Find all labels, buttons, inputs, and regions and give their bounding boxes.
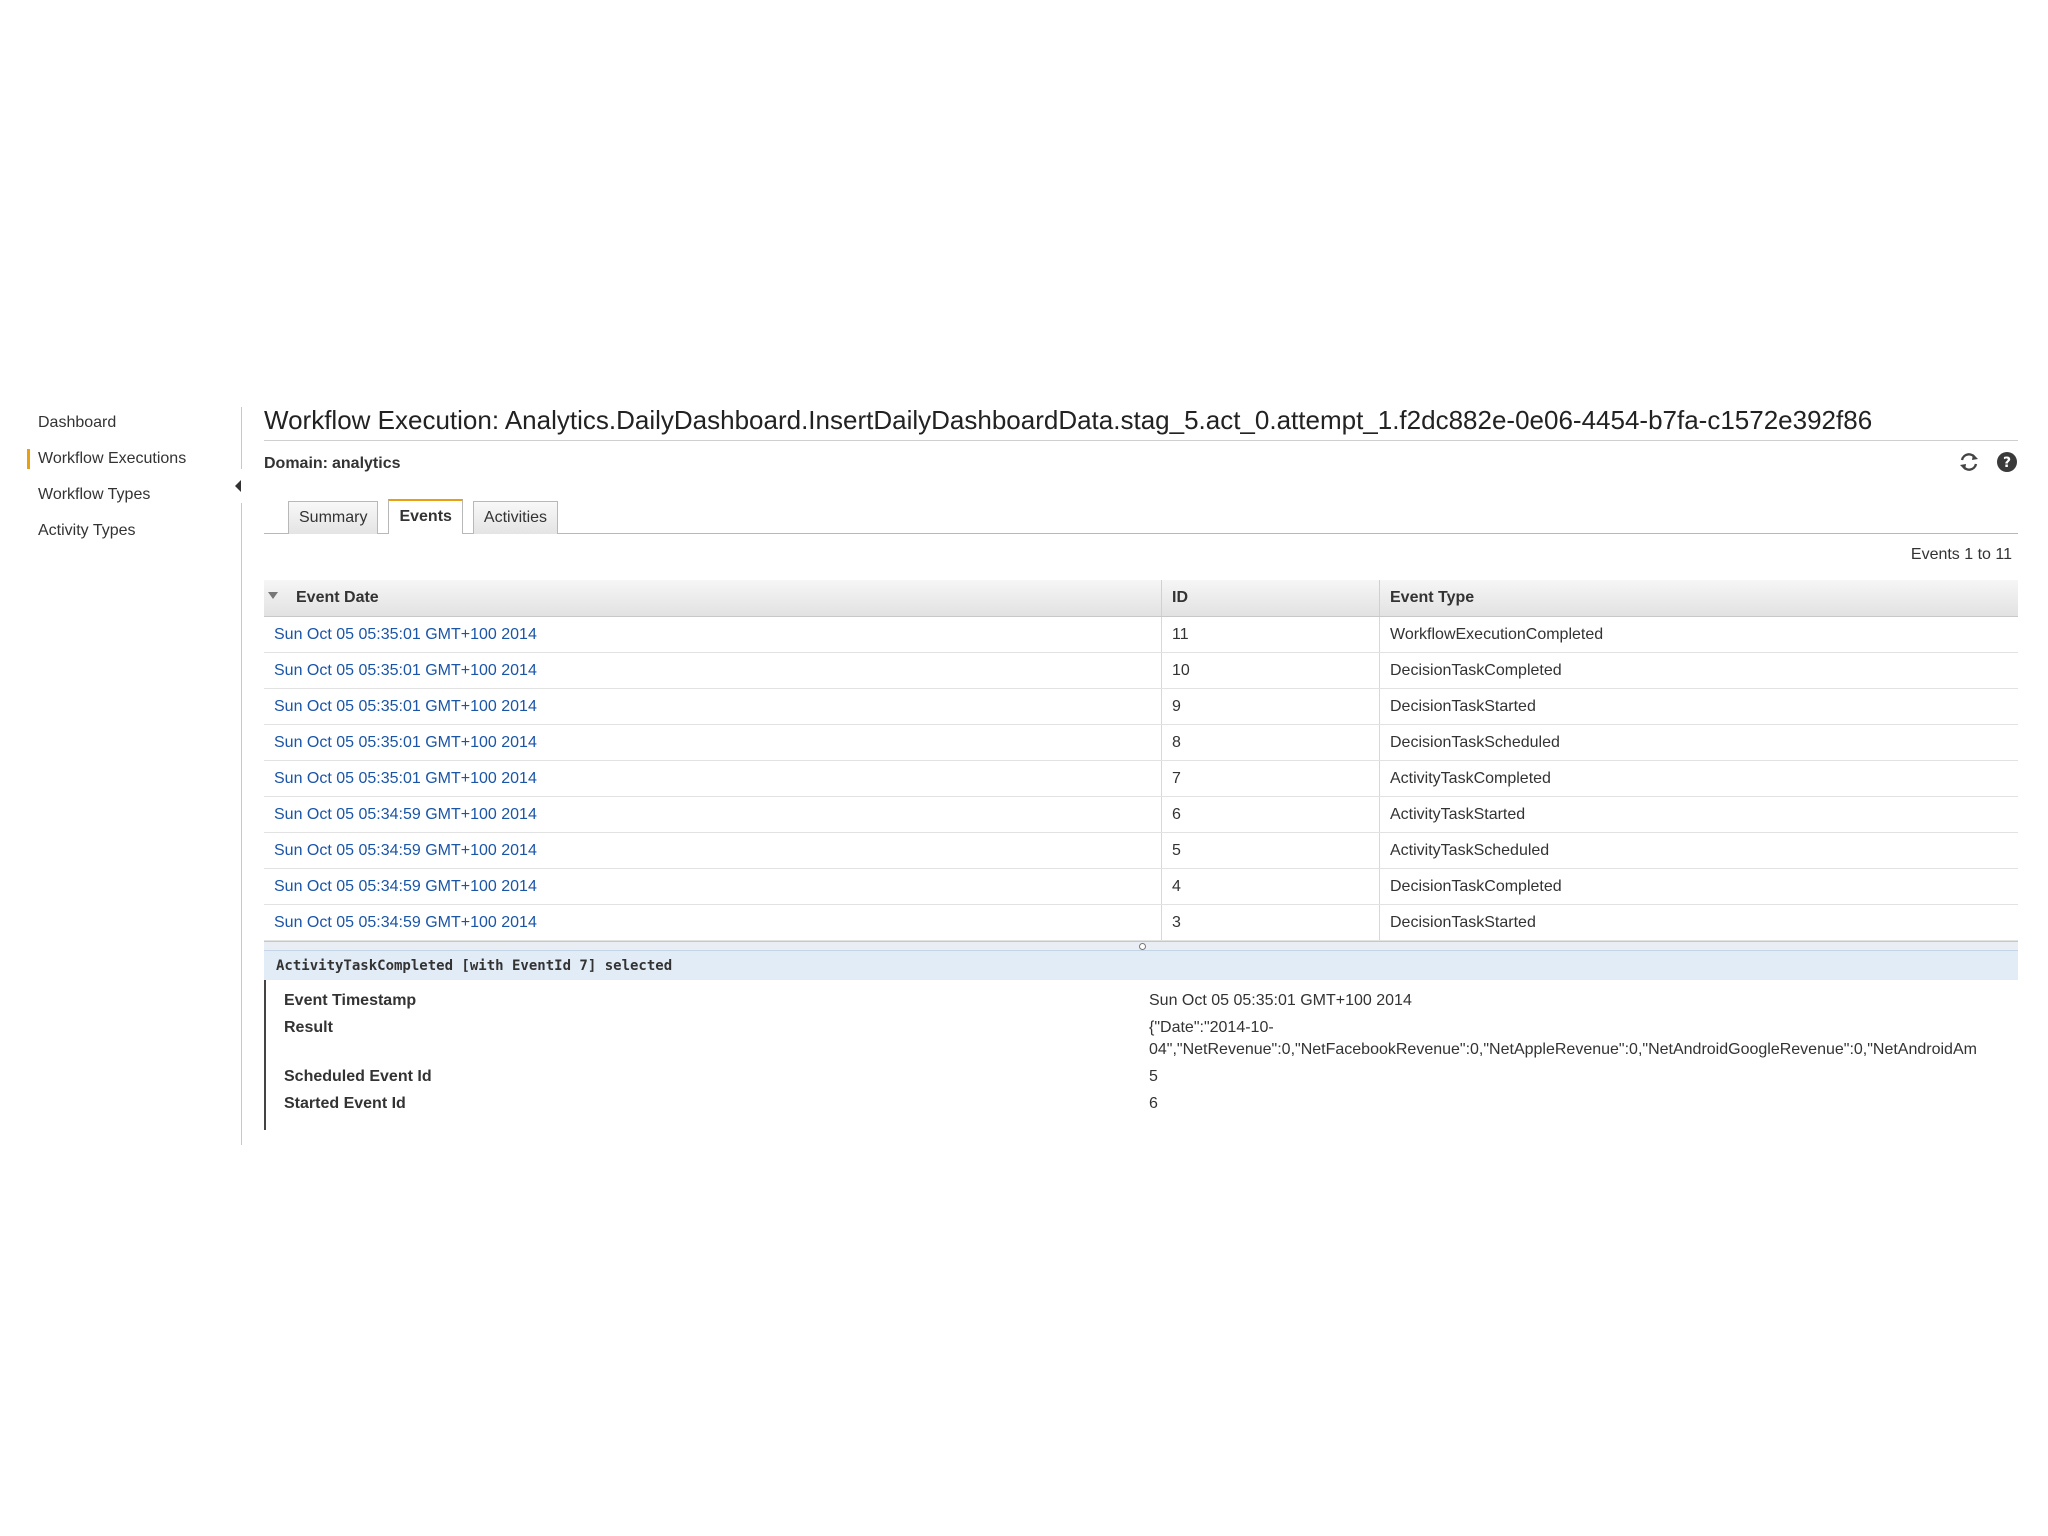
page-title: Workflow Execution: Analytics.DailyDashboard.InsertDailyDashboardData.stag_5.act_0.attempt_1.f2dc882e-0e06-4454-b7fa-c1572e392f86 (264, 400, 2018, 441)
tab-bar (264, 495, 2018, 534)
detail-panel (264, 980, 2018, 1130)
domain-value: analytics (332, 455, 401, 472)
column-header-label: Event Date (296, 589, 379, 606)
tab-summary[interactable]: Summary (288, 501, 378, 534)
event-type: ActivityTaskStarted (1380, 797, 2019, 833)
column-header-label: Event Type (1390, 589, 1475, 606)
events-table (264, 580, 2018, 941)
detail-value: 5 (1149, 1068, 1158, 1085)
column-header-event-date[interactable] (264, 580, 1162, 617)
domain-label: Domain: (264, 455, 328, 472)
detail-value: Sun Oct 05 05:35:01 GMT+100 2014 (1149, 992, 1412, 1009)
result-line: 04","NetRevenue":0,"NetFacebookRevenue":0,"NetAppleRevenue":0,"NetAndroidGoogleRevenue":0,"NetAndroidAm (1149, 1041, 1977, 1058)
sort-descending-icon (268, 592, 278, 599)
event-date-link[interactable]: Sun Oct 05 05:35:01 GMT+100 2014 (274, 661, 537, 679)
event-id: 3 (1162, 905, 1380, 941)
drag-handle-icon[interactable] (1139, 943, 1146, 950)
event-date-link[interactable]: Sun Oct 05 05:34:59 GMT+100 2014 (274, 841, 537, 859)
column-header-label: ID (1172, 589, 1188, 606)
event-id: 9 (1162, 689, 1380, 725)
event-type: DecisionTaskStarted (1380, 689, 2019, 725)
sidebar-item-activity-types[interactable] (27, 513, 242, 549)
detail-value-result (1149, 1017, 2018, 1061)
event-id: 7 (1162, 761, 1380, 797)
event-type: ActivityTaskScheduled (1380, 833, 2019, 869)
svg-text:?: ? (2002, 455, 2012, 471)
main-content (264, 400, 2018, 1130)
detail-label: Event Timestamp (284, 992, 417, 1009)
event-type: DecisionTaskCompleted (1380, 653, 2019, 689)
event-id: 8 (1162, 725, 1380, 761)
event-id: 4 (1162, 869, 1380, 905)
event-type: DecisionTaskStarted (1380, 905, 2019, 941)
collapse-sidebar-button[interactable] (232, 469, 244, 503)
sidebar-item-dashboard[interactable] (27, 405, 242, 441)
sidebar-item-label: Dashboard (38, 414, 117, 431)
table-row[interactable] (264, 653, 2018, 689)
refresh-icon[interactable] (1958, 451, 1980, 473)
sidebar-item-label: Workflow Executions (38, 450, 187, 467)
sidebar (27, 405, 242, 549)
event-id: 11 (1162, 617, 1380, 653)
column-header-id[interactable] (1162, 580, 1380, 617)
result-line: {"Date":"2014-10- (1149, 1019, 1274, 1036)
sidebar-item-workflow-executions[interactable] (27, 441, 242, 477)
event-id: 10 (1162, 653, 1380, 689)
detail-label: Started Event Id (284, 1095, 406, 1112)
event-date-link[interactable]: Sun Oct 05 05:34:59 GMT+100 2014 (274, 805, 537, 823)
event-type: WorkflowExecutionCompleted (1380, 617, 2019, 653)
table-row[interactable] (264, 689, 2018, 725)
detail-panel-header: ActivityTaskCompleted [with EventId 7] selected (264, 950, 2018, 980)
event-date-link[interactable]: Sun Oct 05 05:35:01 GMT+100 2014 (274, 733, 537, 751)
sidebar-item-label: Activity Types (38, 522, 136, 539)
event-date-link[interactable]: Sun Oct 05 05:34:59 GMT+100 2014 (274, 913, 537, 931)
table-header-row (264, 580, 2018, 617)
sidebar-divider (241, 407, 242, 1145)
detail-value: 6 (1149, 1095, 1158, 1112)
table-row[interactable] (264, 869, 2018, 905)
column-header-event-type[interactable] (1380, 580, 2019, 617)
table-row[interactable] (264, 797, 2018, 833)
event-date-link[interactable]: Sun Oct 05 05:35:01 GMT+100 2014 (274, 625, 537, 643)
table-row[interactable] (264, 905, 2018, 941)
domain-row (264, 441, 2018, 487)
table-row[interactable] (264, 617, 2018, 653)
event-type: ActivityTaskCompleted (1380, 761, 2019, 797)
event-id: 6 (1162, 797, 1380, 833)
table-row[interactable] (264, 725, 2018, 761)
events-count: Events 1 to 11 (1910, 546, 2012, 563)
event-type: DecisionTaskCompleted (1380, 869, 2019, 905)
table-row[interactable] (264, 833, 2018, 869)
detail-label: Scheduled Event Id (284, 1068, 432, 1085)
event-date-link[interactable]: Sun Oct 05 05:35:01 GMT+100 2014 (274, 769, 537, 787)
panel-splitter[interactable] (264, 941, 2018, 950)
event-date-link[interactable]: Sun Oct 05 05:35:01 GMT+100 2014 (274, 697, 537, 715)
tab-activities[interactable]: Activities (473, 501, 558, 534)
sidebar-item-label: Workflow Types (38, 486, 151, 503)
sidebar-item-workflow-types[interactable] (27, 477, 242, 513)
help-icon[interactable] (1996, 451, 2018, 473)
event-date-link[interactable]: Sun Oct 05 05:34:59 GMT+100 2014 (274, 877, 537, 895)
event-id: 5 (1162, 833, 1380, 869)
table-row[interactable] (264, 761, 2018, 797)
toolbar (1958, 451, 2018, 473)
chevron-left-icon (235, 480, 241, 492)
detail-label: Result (284, 1019, 333, 1036)
event-type: DecisionTaskScheduled (1380, 725, 2019, 761)
tab-events[interactable]: Events (388, 499, 462, 534)
